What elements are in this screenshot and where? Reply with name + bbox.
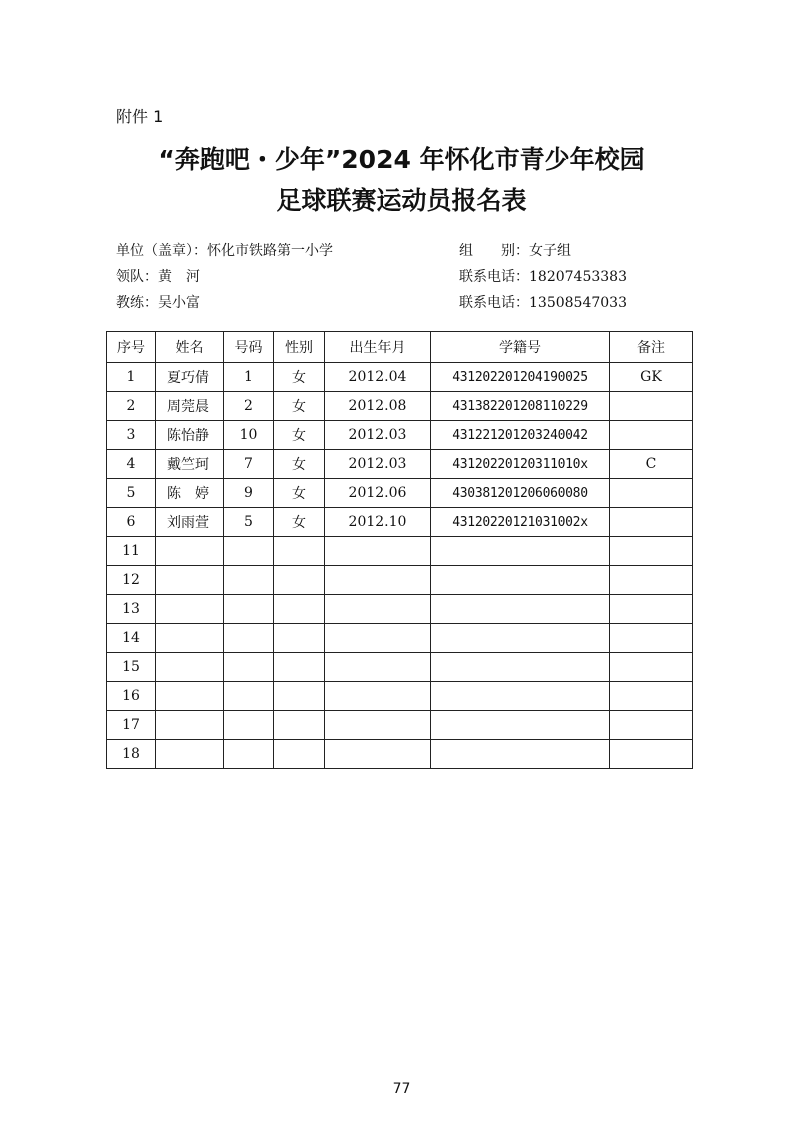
table-row bbox=[107, 450, 693, 479]
birth-date-cell: 2012.03 bbox=[325, 450, 431, 479]
row-number-cell: 12 bbox=[107, 566, 156, 595]
player-name-cell bbox=[156, 595, 224, 624]
student-id-cell bbox=[431, 740, 610, 769]
row-number-cell: 6 bbox=[107, 508, 156, 537]
table-row bbox=[107, 566, 693, 595]
jersey-number-cell: 5 bbox=[224, 508, 274, 537]
jersey-number-cell: 9 bbox=[224, 479, 274, 508]
remark-cell bbox=[610, 508, 693, 537]
player-name-cell bbox=[156, 537, 224, 566]
leader-field: 领队：黄 河 bbox=[116, 269, 200, 285]
row-number-cell: 11 bbox=[107, 537, 156, 566]
table-row bbox=[107, 624, 693, 653]
birth-date-cell bbox=[325, 740, 431, 769]
remark-cell bbox=[610, 595, 693, 624]
row-number-cell: 15 bbox=[107, 653, 156, 682]
birth-date-cell: 2012.08 bbox=[325, 392, 431, 421]
column-header: 学籍号 bbox=[431, 332, 610, 363]
student-id-cell: 431221201203240042 bbox=[431, 421, 610, 450]
table-row bbox=[107, 392, 693, 421]
row-number-cell: 18 bbox=[107, 740, 156, 769]
birth-date-cell bbox=[325, 711, 431, 740]
form-title-line-2: 足球联赛运动员报名表 bbox=[276, 186, 527, 215]
student-id-cell bbox=[431, 682, 610, 711]
player-name-cell bbox=[156, 740, 224, 769]
jersey-number-cell: 7 bbox=[224, 450, 274, 479]
table-row bbox=[107, 479, 693, 508]
gender-cell: 女 bbox=[274, 479, 325, 508]
jersey-number-cell: 2 bbox=[224, 392, 274, 421]
row-number-cell: 16 bbox=[107, 682, 156, 711]
table-row bbox=[107, 653, 693, 682]
remark-cell bbox=[610, 624, 693, 653]
table-row bbox=[107, 740, 693, 769]
remark-cell bbox=[610, 682, 693, 711]
table-row bbox=[107, 595, 693, 624]
page-number: 77 bbox=[392, 1081, 411, 1097]
remark-cell bbox=[610, 537, 693, 566]
table-row bbox=[107, 711, 693, 740]
remark-cell bbox=[610, 392, 693, 421]
row-number-cell: 5 bbox=[107, 479, 156, 508]
remark-cell bbox=[610, 421, 693, 450]
player-name-cell: 陈 婷 bbox=[156, 479, 224, 508]
jersey-number-cell bbox=[224, 682, 274, 711]
table-header-row bbox=[107, 332, 693, 363]
player-name-cell bbox=[156, 566, 224, 595]
student-id-cell bbox=[431, 711, 610, 740]
player-name-cell bbox=[156, 711, 224, 740]
player-name-cell: 夏巧倩 bbox=[156, 363, 224, 392]
player-name-cell bbox=[156, 624, 224, 653]
gender-cell bbox=[274, 537, 325, 566]
jersey-number-cell bbox=[224, 595, 274, 624]
gender-cell bbox=[274, 711, 325, 740]
student-id-cell: 43120220120311010x bbox=[431, 450, 610, 479]
player-name-cell bbox=[156, 682, 224, 711]
column-header: 出生年月 bbox=[325, 332, 431, 363]
column-header: 姓名 bbox=[156, 332, 224, 363]
row-number-cell: 3 bbox=[107, 421, 156, 450]
table-row bbox=[107, 421, 693, 450]
table-row bbox=[107, 363, 693, 392]
student-id-cell bbox=[431, 653, 610, 682]
player-name-cell: 陈怡静 bbox=[156, 421, 224, 450]
column-header: 号码 bbox=[224, 332, 274, 363]
jersey-number-cell bbox=[224, 653, 274, 682]
column-header: 备注 bbox=[610, 332, 693, 363]
table-row bbox=[107, 682, 693, 711]
remark-cell bbox=[610, 566, 693, 595]
table-row bbox=[107, 508, 693, 537]
leader-phone-field: 联系电话：18207453383 bbox=[459, 269, 627, 285]
gender-cell bbox=[274, 566, 325, 595]
jersey-number-cell bbox=[224, 537, 274, 566]
birth-date-cell bbox=[325, 537, 431, 566]
registration-table bbox=[106, 331, 693, 769]
unit-field: 单位（盖章）：怀化市铁路第一小学 bbox=[116, 243, 333, 259]
row-number-cell: 2 bbox=[107, 392, 156, 421]
player-name-cell bbox=[156, 653, 224, 682]
student-id-cell: 431202201204190025 bbox=[431, 363, 610, 392]
birth-date-cell: 2012.06 bbox=[325, 479, 431, 508]
gender-cell bbox=[274, 740, 325, 769]
gender-cell bbox=[274, 595, 325, 624]
birth-date-cell: 2012.03 bbox=[325, 421, 431, 450]
birth-date-cell bbox=[325, 682, 431, 711]
attachment-label: 附件 1 bbox=[116, 107, 164, 126]
row-number-cell: 1 bbox=[107, 363, 156, 392]
remark-cell bbox=[610, 653, 693, 682]
group-field: 组 别：女子组 bbox=[459, 243, 571, 259]
gender-cell: 女 bbox=[274, 450, 325, 479]
gender-cell bbox=[274, 682, 325, 711]
player-name-cell: 周莞晨 bbox=[156, 392, 224, 421]
student-id-cell bbox=[431, 595, 610, 624]
gender-cell: 女 bbox=[274, 508, 325, 537]
birth-date-cell: 2012.04 bbox=[325, 363, 431, 392]
remark-cell bbox=[610, 711, 693, 740]
jersey-number-cell: 10 bbox=[224, 421, 274, 450]
birth-date-cell: 2012.10 bbox=[325, 508, 431, 537]
student-id-cell: 430381201206060080 bbox=[431, 479, 610, 508]
jersey-number-cell bbox=[224, 566, 274, 595]
student-id-cell bbox=[431, 537, 610, 566]
jersey-number-cell bbox=[224, 740, 274, 769]
gender-cell bbox=[274, 624, 325, 653]
birth-date-cell bbox=[325, 595, 431, 624]
gender-cell: 女 bbox=[274, 363, 325, 392]
form-title-line-1: “奔跑吧・少年”2024 年怀化市青少年校园 bbox=[158, 145, 645, 174]
row-number-cell: 13 bbox=[107, 595, 156, 624]
column-header: 序号 bbox=[107, 332, 156, 363]
jersey-number-cell: 1 bbox=[224, 363, 274, 392]
remark-cell: C bbox=[610, 450, 693, 479]
student-id-cell: 43120220121031002x bbox=[431, 508, 610, 537]
column-header: 性别 bbox=[274, 332, 325, 363]
birth-date-cell bbox=[325, 624, 431, 653]
student-id-cell bbox=[431, 624, 610, 653]
coach-field: 教练：吴小富 bbox=[116, 295, 200, 311]
remark-cell: GK bbox=[610, 363, 693, 392]
player-name-cell: 戴竺珂 bbox=[156, 450, 224, 479]
gender-cell: 女 bbox=[274, 421, 325, 450]
coach-phone-field: 联系电话：13508547033 bbox=[459, 295, 627, 311]
row-number-cell: 17 bbox=[107, 711, 156, 740]
remark-cell bbox=[610, 740, 693, 769]
row-number-cell: 4 bbox=[107, 450, 156, 479]
remark-cell bbox=[610, 479, 693, 508]
student-id-cell bbox=[431, 566, 610, 595]
gender-cell: 女 bbox=[274, 392, 325, 421]
jersey-number-cell bbox=[224, 624, 274, 653]
student-id-cell: 431382201208110229 bbox=[431, 392, 610, 421]
player-name-cell: 刘雨萱 bbox=[156, 508, 224, 537]
birth-date-cell bbox=[325, 566, 431, 595]
table-row bbox=[107, 537, 693, 566]
birth-date-cell bbox=[325, 653, 431, 682]
jersey-number-cell bbox=[224, 711, 274, 740]
row-number-cell: 14 bbox=[107, 624, 156, 653]
gender-cell bbox=[274, 653, 325, 682]
